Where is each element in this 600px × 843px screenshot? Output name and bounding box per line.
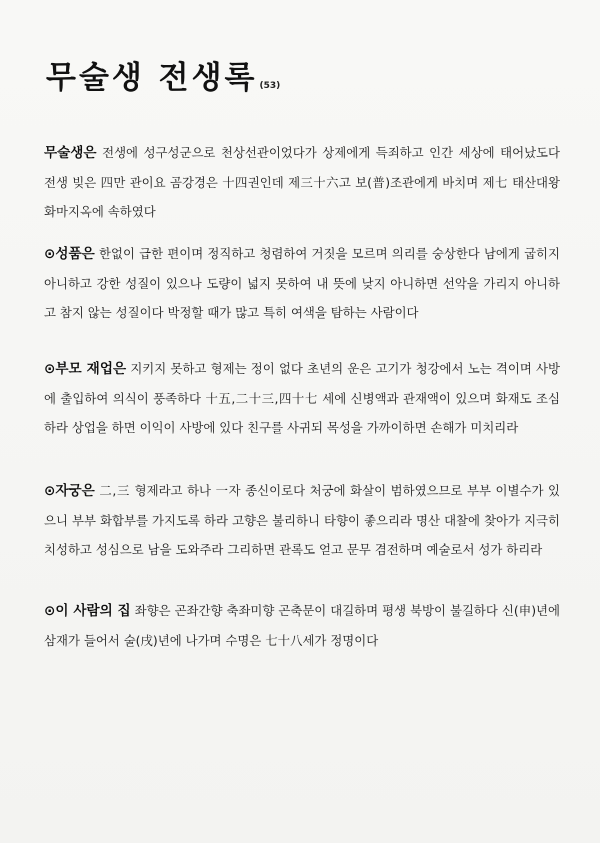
paragraph-text: 二,三 형제라고 하나 一자 종신이로다 처궁에 화살이 범하였으므로 부부 이별수가 있으니 부부 화합부를 가지도록 하라 고향은 불리하니 타향이 좋으리라 명산 대찰에 찾아가 지극히 치성하고 성심으로 남을 도와주라 그리하면 관록도 얻고 문무 겸전하며 예술로서 성가 하리라: [44, 483, 560, 558]
paragraph-personality: [44, 239, 560, 327]
paragraph-text: 전생에 성구성군으로 천상선관이었다가 상제에게 득죄하고 인간 세상에 태어났도다 전생 빚은 四만 관이요 곰강경은 十四권인데 제三十六고 보(普)조관에게 바치며 제七 태산대왕 화마지옥에 속하였다: [44, 145, 560, 220]
page-number: (53): [259, 81, 281, 91]
paragraph-text: 좌향은 곤좌간향 축좌미향 곤축문이 대길하며 평생 북방이 불길하다 신(申)년에 삼재가 들어서 술(戌)년에 나가며 수명은 七十八세가 정명이다: [44, 603, 560, 649]
paragraph-heading: ⊙자궁은: [44, 483, 95, 500]
paragraph-house: [44, 596, 560, 655]
paragraph-parents-fortune: [44, 354, 560, 442]
paragraph-text: 한없이 급한 편이며 정직하고 청렴하여 거짓을 모르며 의리를 숭상한다 남에게 굽히지 아니하고 강한 성질이 있으나 도량이 넓지 못하여 내 뜻에 낮지 아니하면 선악을 가리지 아니하고 참지 않는 성질이다 박정할 때가 많고 특히 여색을 탐하는 사람이다: [44, 246, 560, 321]
paragraph-heading: ⊙부모 재업은: [44, 361, 127, 378]
title-block: [46, 52, 280, 97]
paragraph-text: 지키지 못하고 형제는 정이 없다 초년의 운은 고기가 청강에서 노는 격이며 사방에 출입하여 의식이 풍족하다 十五,二十三,四十七 세에 신병액과 관재액이 있으며 화재도 조심하라 상업을 하면 이익이 사방에 있다 친구를 사귀되 목성을 가까이하면 손해가 미치리라: [44, 361, 560, 436]
paragraph-children: [44, 476, 560, 564]
paragraph-heading: ⊙성품은: [44, 246, 95, 263]
paragraph-previous-life: [44, 138, 560, 226]
page-title: 무술생 전생록: [46, 60, 258, 96]
paragraph-heading: ⊙이 사람의 집: [44, 603, 131, 620]
paragraph-heading: 무술생은: [44, 145, 97, 162]
